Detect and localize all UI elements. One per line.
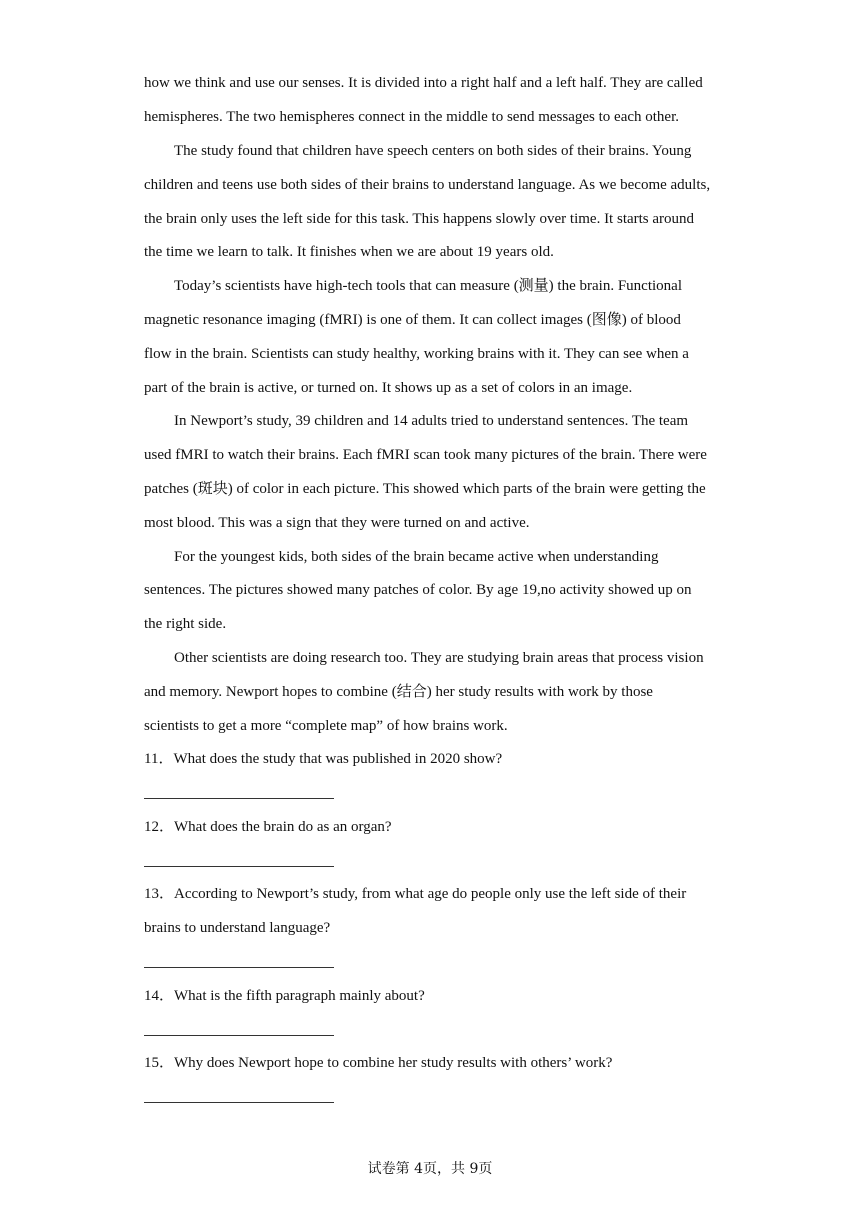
- question-15: 15．Why does Newport hope to combine her study results with others’ work?: [144, 1055, 613, 1071]
- passage-line: magnetic resonance imaging (fMRI) is one of them. It can collect images (图像) of blood: [144, 312, 681, 328]
- question-14: 14．What is the fifth paragraph mainly about?: [144, 988, 425, 1004]
- passage-line: For the youngest kids, both sides of the brain became active when understanding: [174, 549, 659, 565]
- passage-line: and memory. Newport hopes to combine (结合) her study results with work by those: [144, 684, 653, 700]
- passage-line: In Newport’s study, 39 children and 14 adults tried to understand sentences. The team: [174, 413, 689, 429]
- page-number-footer: 试卷第 4页，共 9页: [367, 1161, 493, 1177]
- question-12: 12．What does the brain do as an organ?: [144, 819, 392, 835]
- passage-line: used fMRI to watch their brains. Each fMRI scan took many pictures of the brain. There were: [144, 447, 707, 463]
- passage-line: children and teens use both sides of their brains to understand language. As we become adults,: [144, 177, 711, 193]
- question-13: 13．According to Newport’s study, from what age do people only use the left side of their: [144, 886, 687, 902]
- question-13-continued: brains to understand language?: [144, 920, 331, 936]
- passage-line: The study found that children have speech centers on both sides of their brains. Young: [174, 143, 692, 159]
- passage-line: patches (斑块) of color in each picture. This showed which parts of the brain were getting the: [144, 481, 706, 497]
- answer-blank-12[interactable]: [144, 866, 334, 867]
- answer-blank-11[interactable]: [144, 798, 334, 799]
- passage-line: how we think and use our senses. It is divided into a right half and a left half. They are called: [144, 75, 703, 91]
- passage-line: most blood. This was a sign that they were turned on and active.: [144, 515, 530, 531]
- passage-line: the time we learn to talk. It finishes when we are about 19 years old.: [144, 244, 554, 260]
- answer-blank-14[interactable]: [144, 1035, 334, 1036]
- passage-line: flow in the brain. Scientists can study healthy, working brains with it. They can see when a: [144, 346, 689, 362]
- answer-blank-15[interactable]: [144, 1102, 334, 1103]
- passage-line: the brain only uses the left side for this task. This happens slowly over time. It starts around: [144, 211, 695, 227]
- passage-line: Other scientists are doing research too. They are studying brain areas that process vision: [174, 650, 704, 666]
- passage-line: hemispheres. The two hemispheres connect in the middle to send messages to each other.: [144, 109, 679, 125]
- question-11: 11．What does the study that was published in 2020 show?: [144, 751, 503, 767]
- answer-blank-13[interactable]: [144, 967, 334, 968]
- passage-line: scientists to get a more “complete map” of how brains work.: [144, 718, 508, 734]
- passage-line: sentences. The pictures showed many patches of color. By age 19,no activity showed up on: [144, 582, 692, 598]
- passage-line: the right side.: [144, 616, 227, 632]
- passage-line: part of the brain is active, or turned on. It shows up as a set of colors in an image.: [144, 380, 633, 396]
- passage-line: Today’s scientists have high-tech tools that can measure (测量) the brain. Functional: [174, 278, 682, 294]
